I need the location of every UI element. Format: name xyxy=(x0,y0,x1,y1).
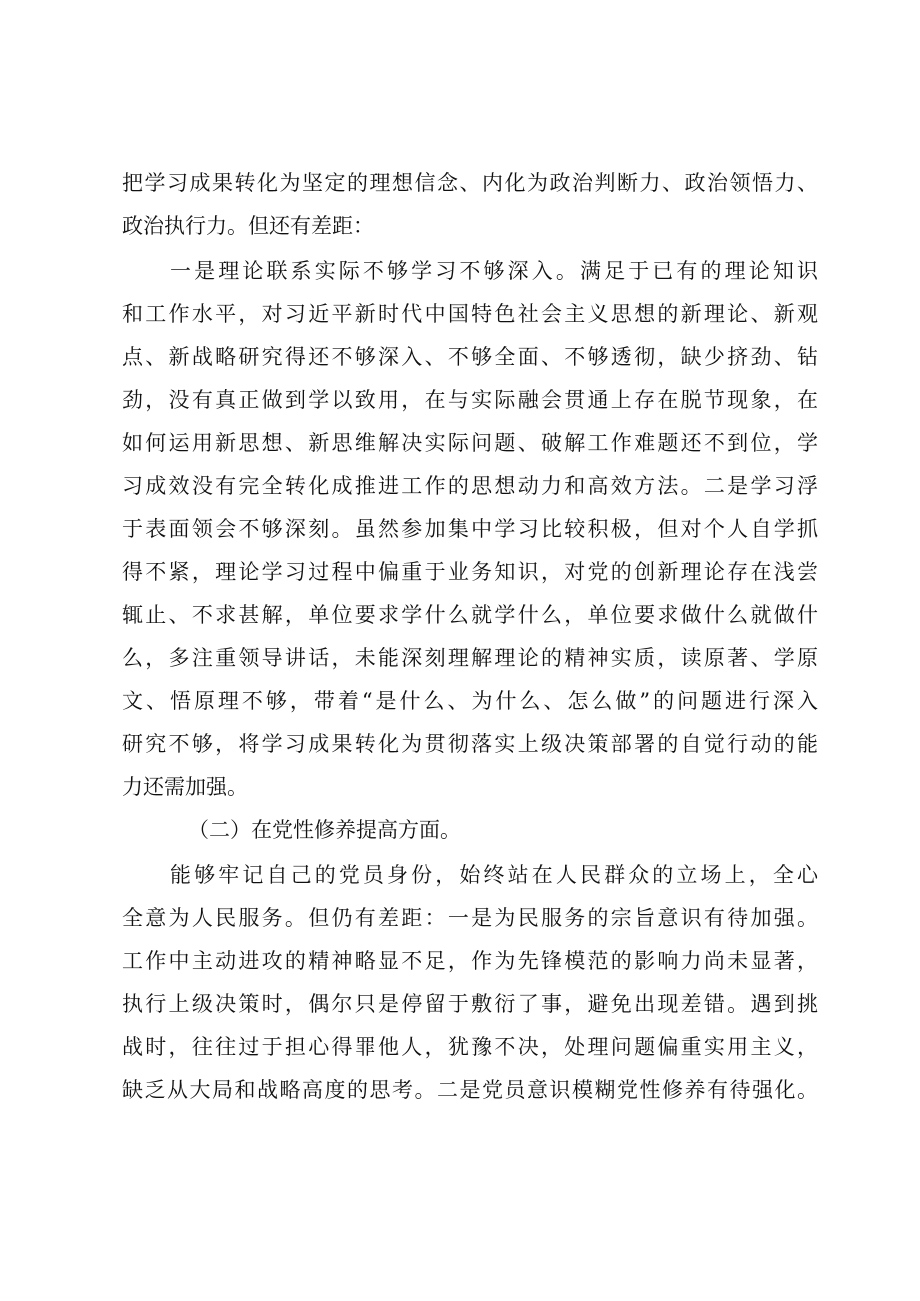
paragraph-line: 缺乏从大局和战略高度的思考。二是党员意识模糊党性修养有待强化。 xyxy=(122,1078,818,1102)
paragraph-line: 战时，往往过于担心得罪他人，犹豫不决，处理问题偏重实用主义， xyxy=(122,1035,818,1059)
paragraph-line: 力还需加强。 xyxy=(122,775,248,799)
section-heading: （二）在党性修养提高方面。 xyxy=(188,818,461,842)
paragraph-line: 点、新战略研究得还不够深入、不够全面、不够透彻，缺少挤劲、钻 xyxy=(122,345,818,369)
paragraph-line: 如何运用新思想、新思维解决实际问题、破解工作难题还不到位，学 xyxy=(122,431,818,455)
paragraph-line: 一是理论联系实际不够学习不够深入。满足于已有的理论知识 xyxy=(170,259,818,283)
paragraph-line: 执行上级决策时，偶尔只是停留于敷衍了事，避免出现差错。遇到挑 xyxy=(122,992,818,1016)
paragraph-line: 辄止、不求甚解，单位要求学什么就学什么，单位要求做什么就做什 xyxy=(122,603,818,627)
paragraph-line: 把学习成果转化为坚定的理想信念、内化为政治判断力、政治领悟力、 xyxy=(122,171,818,195)
paragraph-line: 于表面领会不够深刻。虽然参加集中学习比较积极，但对个人自学抓 xyxy=(122,517,818,541)
paragraph-line: 得不紧，理论学习过程中偏重于业务知识，对党的创新理论存在浅尝 xyxy=(122,560,818,584)
paragraph-line: 劲，没有真正做到学以致用，在与实际融会贯通上存在脱节现象，在 xyxy=(122,388,818,412)
paragraph-line: 工作中主动进攻的精神略显不足，作为先锋模范的影响力尚未显著， xyxy=(122,949,818,973)
paragraph-line: 么，多注重领导讲话，未能深刻理解理论的精神实质，读原著、学原 xyxy=(122,646,818,670)
paragraph-line: 能够牢记自己的党员身份，始终站在人民群众的立场上，全心 xyxy=(170,863,818,887)
paragraph-line: 全意为人民服务。但仍有差距：一是为民服务的宗旨意识有待加强。 xyxy=(122,906,818,930)
paragraph-line: 文、悟原理不够，带着“是什么、为什么、怎么做”的问题进行深入 xyxy=(122,689,818,713)
paragraph-line: 和工作水平，对习近平新时代中国特色社会主义思想的新理论、新观 xyxy=(122,302,818,326)
paragraph-line: 政治执行力。但还有差距： xyxy=(122,214,374,238)
paragraph-line: 研究不够，将学习成果转化为贯彻落实上级决策部署的自觉行动的能 xyxy=(122,732,818,756)
paragraph-line: 习成效没有完全转化成推进工作的思想动力和高效方法。二是学习浮 xyxy=(122,474,818,498)
